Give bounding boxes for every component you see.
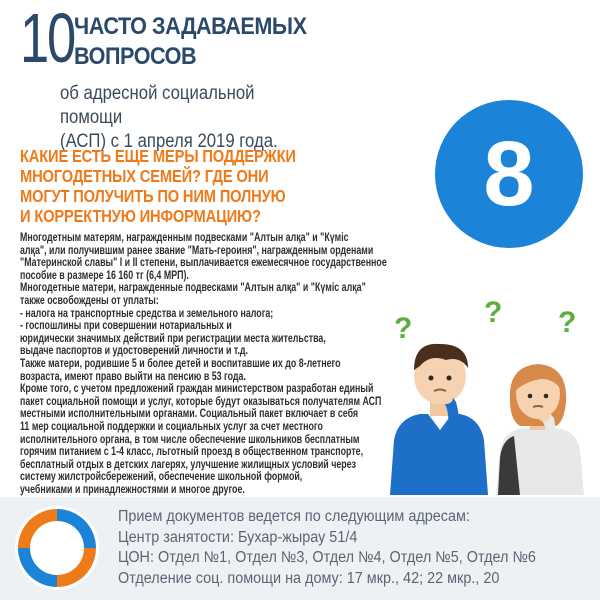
answer-line: бесплатный отдых в детских лагерях, улучшение жилищных условий через xyxy=(20,458,356,471)
question-number: 8 xyxy=(483,123,535,225)
answer-line: - госпошлины при совершении нотариальных и xyxy=(20,320,232,333)
question-mark-icon: ? xyxy=(558,306,577,339)
question-number-badge xyxy=(435,100,583,248)
answer-line: "Материнской славы" I и II степени, выплачивается ежемесячное государственное xyxy=(20,257,387,270)
answer-line: возраста, имеют право выйти на пенсию в 53 года. xyxy=(20,370,246,383)
answer-line: Кроме того, с учетом предложений граждан министерством разработан единый xyxy=(20,383,374,396)
addresses xyxy=(118,507,555,589)
answer-line: исполнительного органа, в том числе обеспечение школьников бесплатным xyxy=(20,433,360,446)
answer-line: юридически значимых действий при регистрации места жительства, xyxy=(20,332,326,345)
answer-line: учебниками и принадлежностями и многое другое. xyxy=(20,483,245,496)
thinking-people-illustration xyxy=(380,290,590,495)
man-figure xyxy=(390,344,488,495)
page-subtitle xyxy=(60,82,306,154)
answer-line: пособие в размере 16 160 тг (6,4 МРП). xyxy=(20,269,189,282)
title-line-1: ЧАСТО ЗАДАВАЕМЫХ xyxy=(74,13,307,40)
address-home-help: Отделение соц. помощи на дому: 17 мкр., 42; 22 мкр., 20 xyxy=(118,569,500,587)
question-heading xyxy=(20,146,373,226)
subtitle-line-1: об адресной социальной помощи xyxy=(60,83,255,128)
logo-icon xyxy=(14,505,100,591)
question-line: МНОГОДЕТНЫХ СЕМЕЙ? ГДЕ ОНИ xyxy=(20,166,269,186)
footer xyxy=(0,497,600,600)
answer-line: Многодетные матери, награжденные подвесками "Алтын алқа" и "Күміс алқа" xyxy=(20,282,366,295)
answer-line: местными исполнительными органами. Социальный пакет включает в себя xyxy=(20,408,359,421)
question-line: МОГУТ ПОЛУЧИТЬ ПО НИМ ПОЛНУЮ xyxy=(20,186,286,206)
title-line-2: ВОПРОСОВ xyxy=(74,43,197,70)
question-line: И КОРРЕКТНУЮ ИНФОРМАЦИЮ? xyxy=(20,206,261,226)
question-line: КАКИЕ ЕСТЬ ЕЩЕ МЕРЫ ПОДДЕРЖКИ xyxy=(20,146,296,166)
answer-line: также освобождены от уплаты: xyxy=(20,294,159,307)
answer-line: Многодетным матерям, награжденным подвесками "Алтын алқа" и "Күміс xyxy=(20,232,349,244)
question-mark-icon: ? xyxy=(484,296,503,329)
answer-line: - налога на транспортные средства и земельного налога; xyxy=(20,307,274,320)
answer-line: алқа", или получившим ранее звание "Мать-героиня", награжденным орденами xyxy=(20,244,374,257)
answer-line: пакет социальной помощи и услуг, которые будут оказываться получателям АСП xyxy=(20,395,382,408)
address-employment-center: Центр занятости: Бухар-жырау 51/4 xyxy=(118,528,358,546)
answer-line: 11 мер социальной поддержки и социальных услуг за счет местного xyxy=(20,420,323,433)
page-title xyxy=(74,12,307,72)
subtitle-line-2: (АСП) с 1 апреля 2019 года. xyxy=(60,131,278,152)
woman-figure xyxy=(496,364,584,495)
question-mark-icon: ? xyxy=(394,312,413,345)
header-number: 10 xyxy=(20,0,74,77)
address-con: ЦОН: Отдел №1, Отдел №3, Отдел №4, Отдел №5, Отдел №6 xyxy=(118,549,536,566)
answer-line: Также матери, родившие 5 и более детей и воспитавшие их до 8-летнего xyxy=(20,357,341,370)
answer-line: систему жилстройсбережений, обеспечение школьной формой, xyxy=(20,471,303,484)
answer-line: выдаче паспортов и удостоверений личности и т.д. xyxy=(20,345,249,358)
answer-line: горячим питанием с 1-4 класс, льготный проезд в общественном транспорте, xyxy=(20,446,364,459)
addresses-intro: Прием документов ведется по следующим адресам: xyxy=(118,508,470,525)
